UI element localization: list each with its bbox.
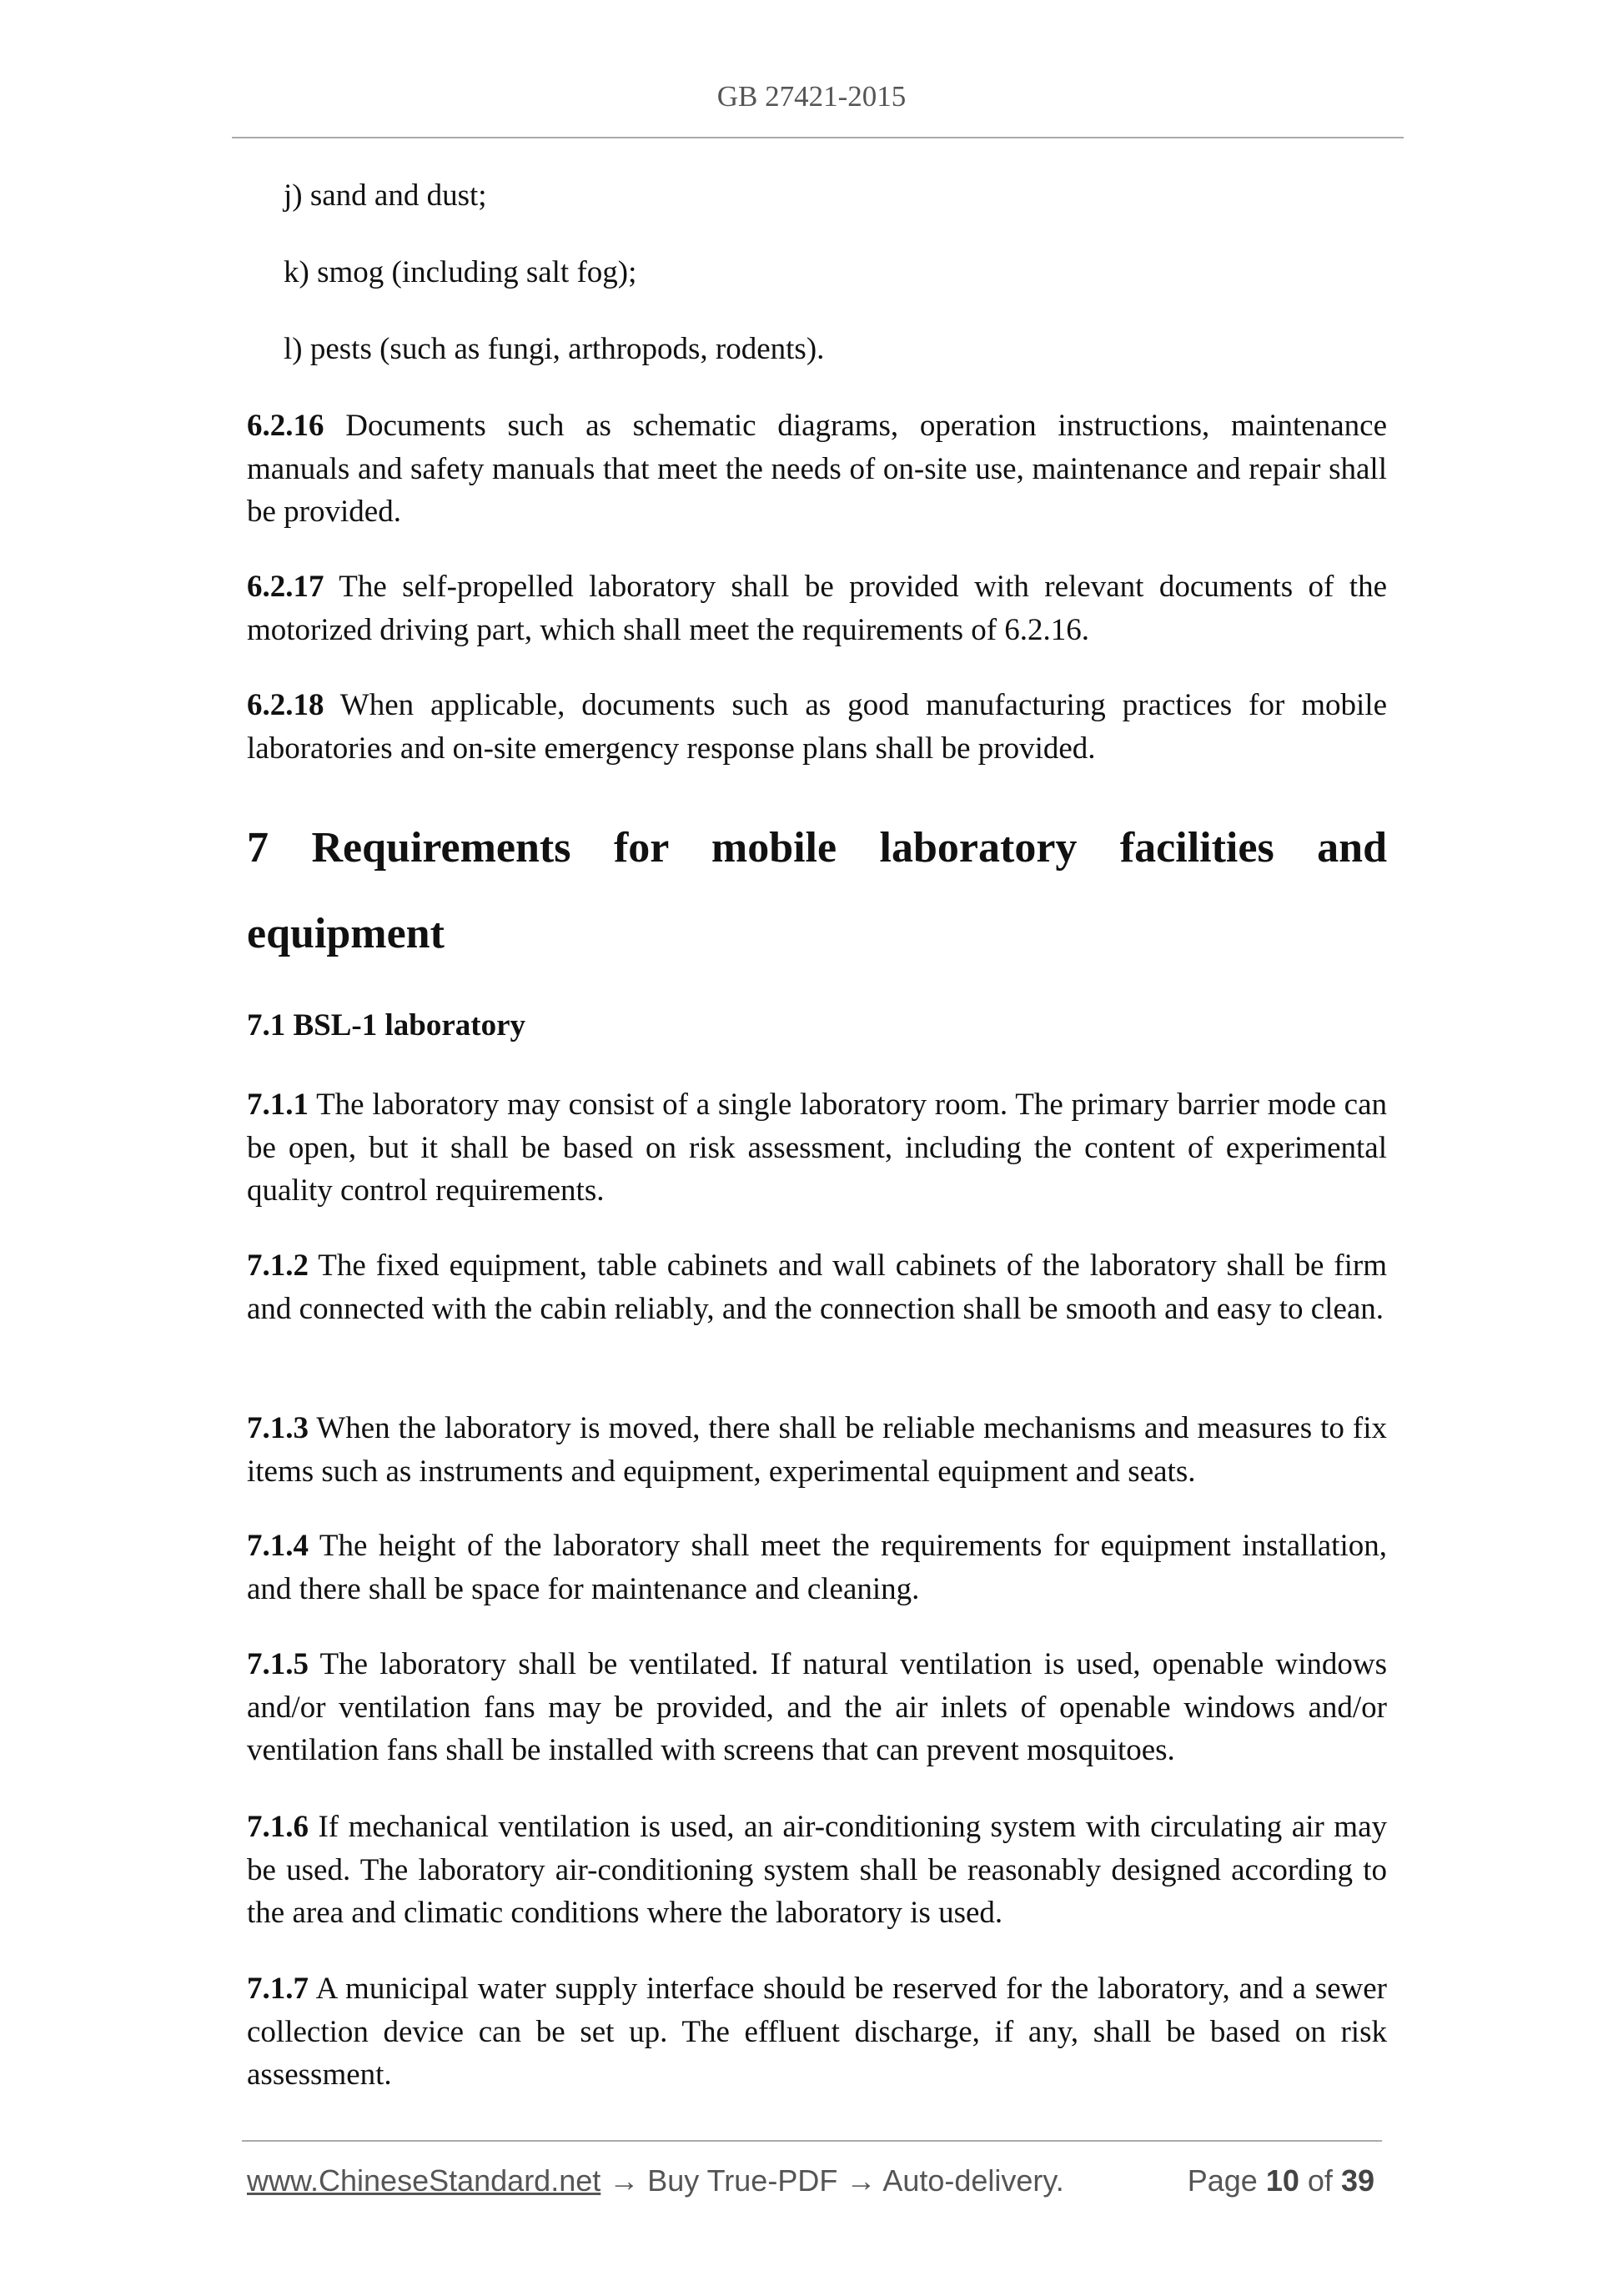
clause-7-1-7 xyxy=(247,1967,1387,2097)
clause-text: The self-propelled laboratory shall be provided with relevant documents of the motorized driving part, which shall meet the requirements of 6.2.16. xyxy=(247,570,1387,647)
header-divider xyxy=(232,137,1404,138)
clause-7-1-5 xyxy=(247,1643,1387,1772)
clause-7-1-1 xyxy=(247,1083,1387,1213)
clause-text: The laboratory shall be ventilated. If natural ventilation is used, openable windows and/or ventilation fans may be provided, and the air inlets of openable windows and/or ventilation fans shall be installed with screens that can prevent mosquitoes. xyxy=(247,1647,1387,1767)
footer-promo xyxy=(247,2163,1064,2198)
clause-number: 7.1.4 xyxy=(247,1529,309,1563)
clause-6-2-16 xyxy=(247,404,1387,534)
clause-number: 6.2.16 xyxy=(247,409,324,443)
clause-6-2-18 xyxy=(247,684,1387,770)
subsection-heading: 7.1 BSL-1 laboratory xyxy=(247,1008,526,1042)
clause-number: 7.1.2 xyxy=(247,1248,309,1283)
section-heading: 7 Requirements for mobile laboratory facilities and equipment xyxy=(247,824,1387,957)
clause-number: 6.2.17 xyxy=(247,570,324,604)
promo-text: → Buy True-PDF → Auto-delivery. xyxy=(600,2163,1064,2198)
page-indicator xyxy=(1188,2163,1374,2198)
list-item: j) sand and dust; xyxy=(284,178,487,213)
clause-7-1-6 xyxy=(247,1806,1387,1935)
clause-text: The fixed equipment, table cabinets and wall cabinets of the laboratory shall be firm and connected with the cabin reliably, and the connection shall be smooth and easy to clean. xyxy=(247,1248,1387,1326)
clause-number: 7.1.5 xyxy=(247,1647,309,1681)
clause-number: 6.2.18 xyxy=(247,688,324,722)
page-total: 39 xyxy=(1340,2163,1374,2198)
clause-text: Documents such as schematic diagrams, operation instructions, maintenance manuals and safety manuals that meet the needs of on-site use, maintenance and repair shall be provided. xyxy=(247,409,1387,529)
clause-text: The height of the laboratory shall meet the requirements for equipment installation, and there shall be space for maintenance and cleaning. xyxy=(247,1529,1387,1606)
clause-7-1-3 xyxy=(247,1407,1387,1493)
clause-text: When the laboratory is moved, there shall be reliable mechanisms and measures to fix items such as instruments and equipment, experimental equipment and seats. xyxy=(247,1411,1387,1489)
footer xyxy=(247,2163,1374,2198)
clause-text: When applicable, documents such as good manufacturing practices for mobile laboratories and on-site emergency response plans shall be provided. xyxy=(247,688,1387,766)
footer-divider xyxy=(242,2140,1382,2142)
list-item: l) pests (such as fungi, arthropods, rodents). xyxy=(284,332,825,366)
clause-text: The laboratory may consist of a single laboratory room. The primary barrier mode can be open, but it shall be based on risk assessment, including the content of experimental quality control requirements. xyxy=(247,1088,1387,1208)
clause-number: 7.1.1 xyxy=(247,1088,309,1122)
clause-7-1-2 xyxy=(247,1244,1387,1330)
page-label: Page xyxy=(1187,2163,1258,2198)
clause-6-2-17 xyxy=(247,565,1387,651)
page-current: 10 xyxy=(1265,2163,1299,2198)
clause-number: 7.1.3 xyxy=(247,1411,309,1445)
clause-text: A municipal water supply interface should be reserved for the laboratory, and a sewer collection device can be set up. The effluent discharge, if any, shall be based on risk assessment. xyxy=(247,1972,1387,2092)
clause-number: 7.1.6 xyxy=(247,1810,309,1844)
website-link[interactable]: www.ChineseStandard.net xyxy=(247,2163,601,2198)
list-item: k) smog (including salt fog); xyxy=(284,255,637,289)
of-label: of xyxy=(1307,2163,1333,2198)
document-id-header: GB 27421-2015 xyxy=(716,80,907,113)
clause-number: 7.1.7 xyxy=(247,1972,309,2006)
clause-text: If mechanical ventilation is used, an air-conditioning system with circulating air may be used. The laboratory air-conditioning system shall be reasonably designed according to the area and climatic conditions where the laboratory is used. xyxy=(247,1810,1387,1930)
clause-7-1-4 xyxy=(247,1525,1387,1610)
